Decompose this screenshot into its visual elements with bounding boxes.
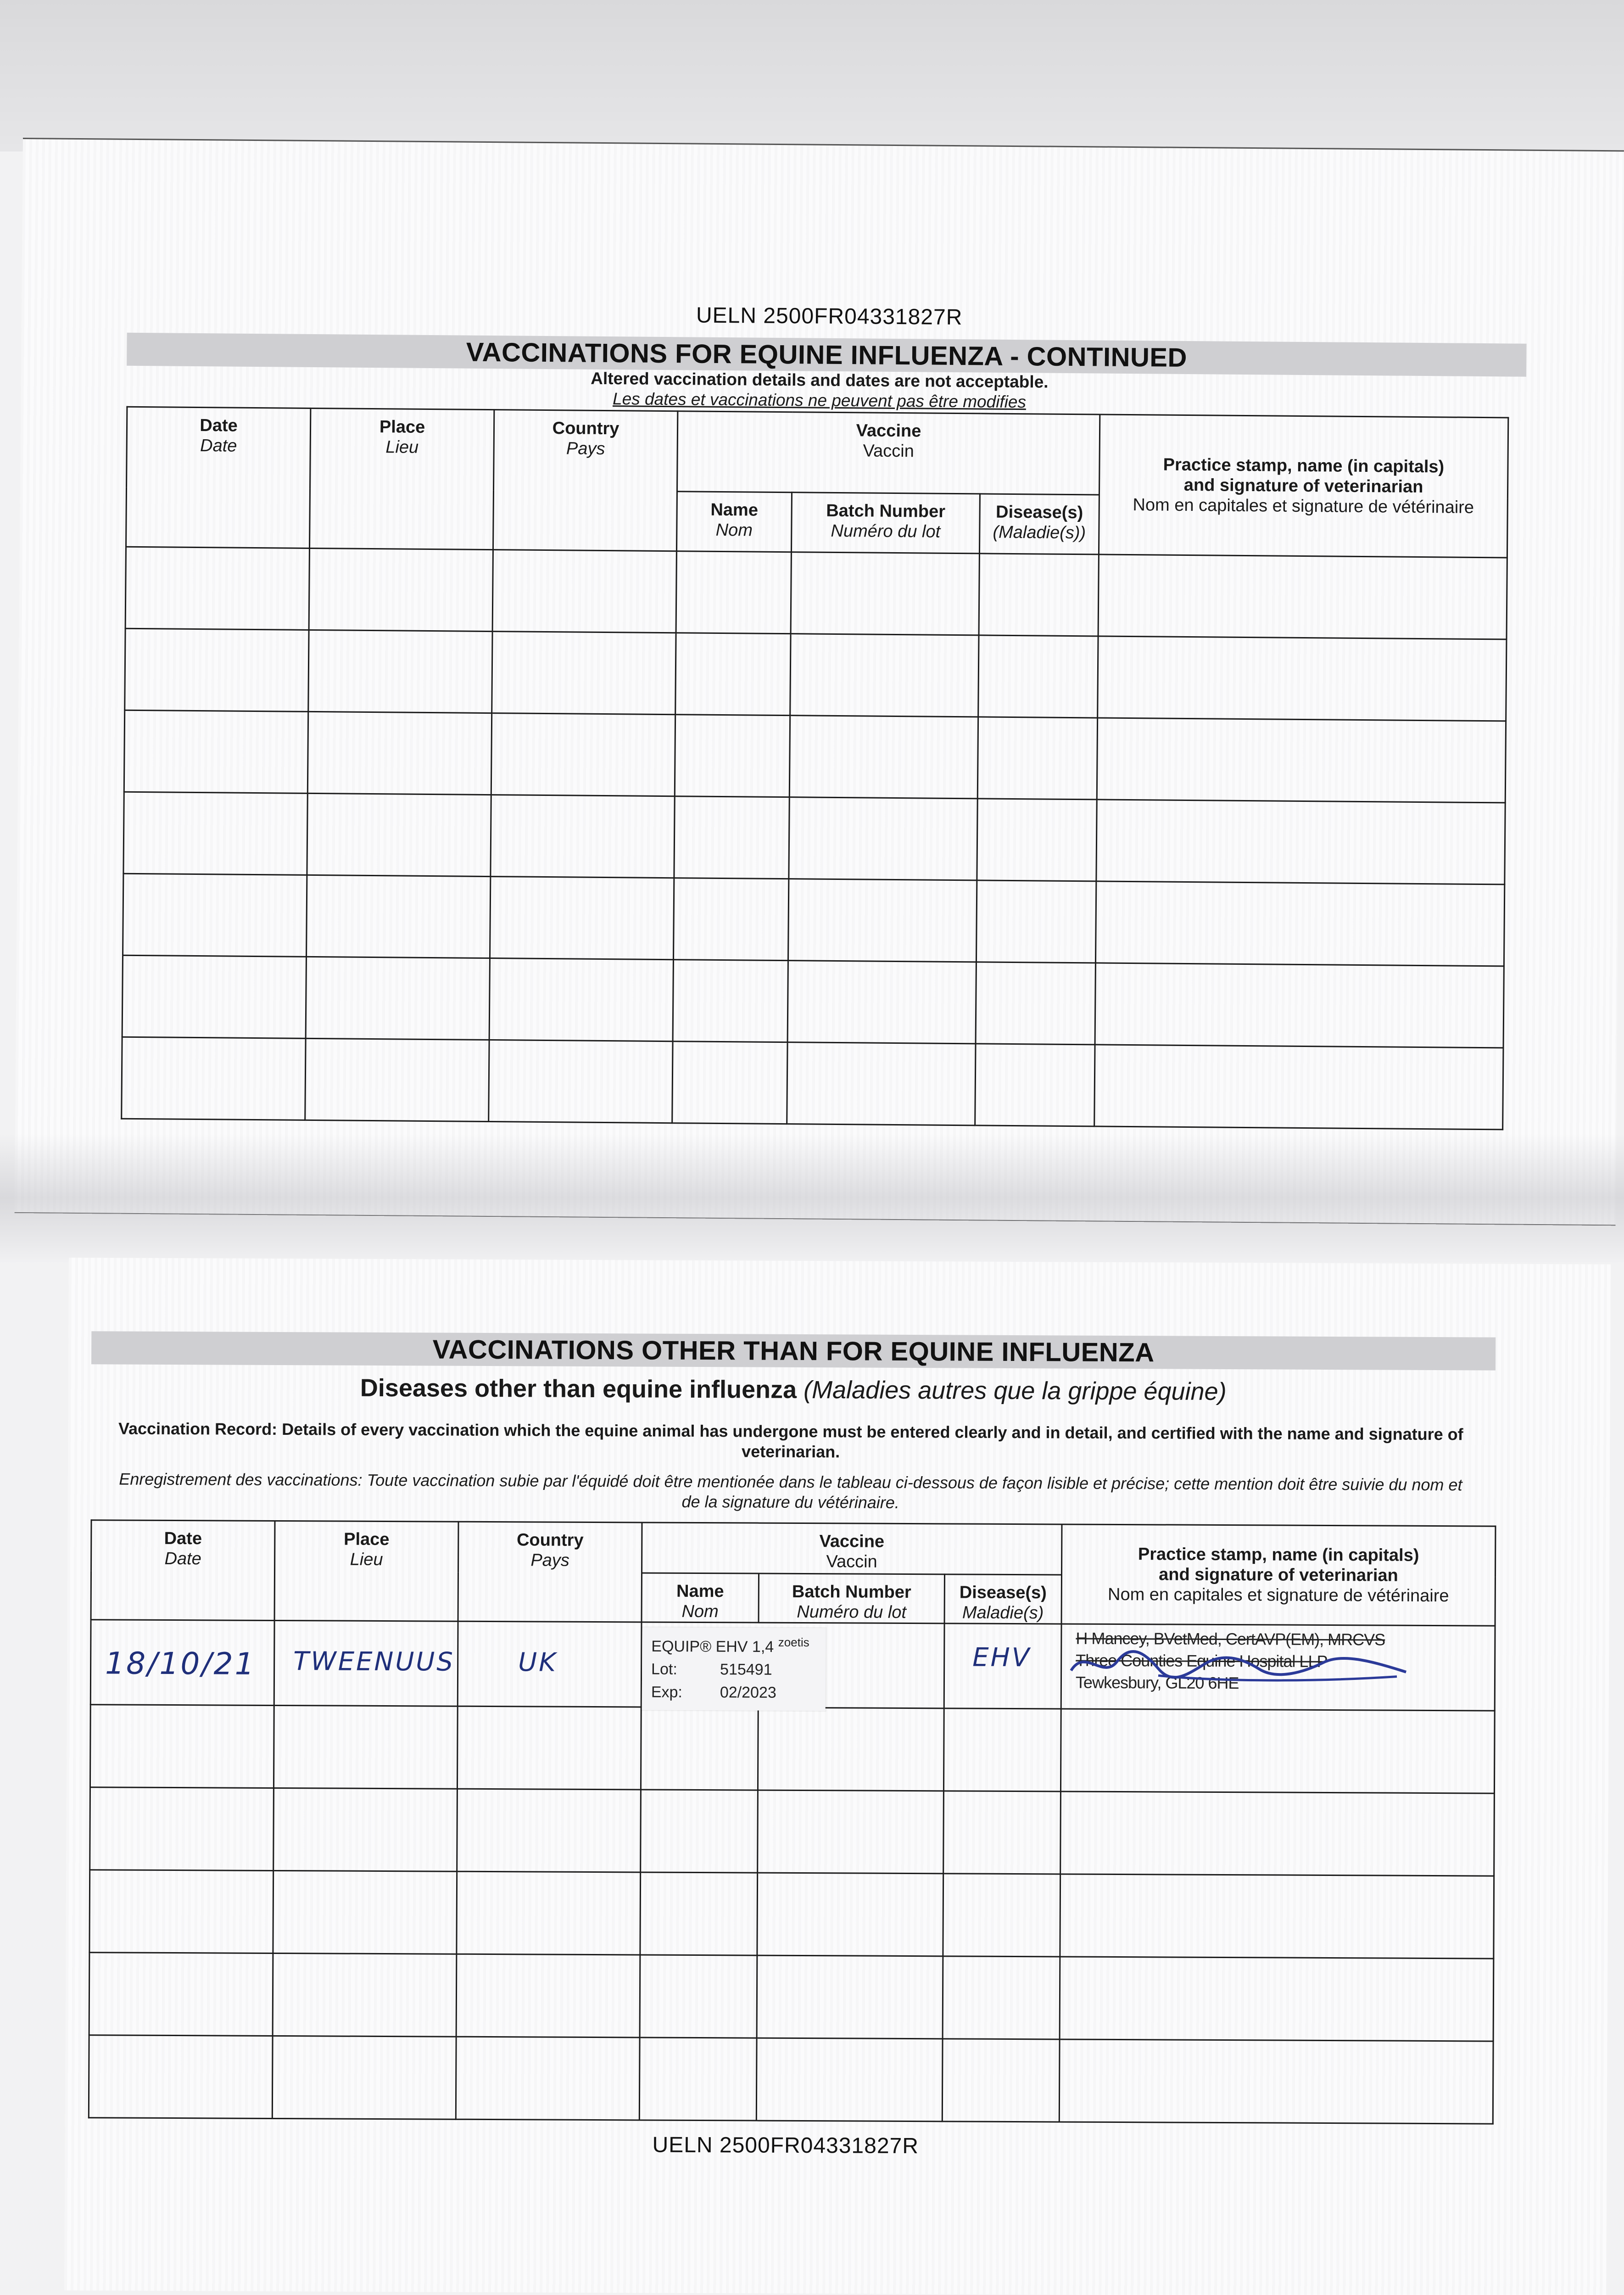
entry-place: TWEENUUS [293,1646,455,1677]
ueln-bottom: UELN 2500FR04331827R [652,2133,919,2159]
vet-signature [1066,1643,1415,1685]
header-vaccine: Vaccine Vaccin [677,411,1099,495]
lot-number: 515491 [720,1661,772,1679]
page-fold-shadow [0,1134,1624,1262]
entry-date: 18/10/21 [105,1646,256,1682]
entry-place-cell [274,1620,458,1706]
entry-date-cell [90,1620,274,1706]
entry-disease: EHV [972,1642,1032,1673]
passport-page-other-vaccinations [64,1258,1611,2295]
header-disease: Disease(s) (Maladie(s)) [979,494,1099,554]
vet-stamp: H Mancey, BVetMed, CertAVP(EM), MRCVS Three Counties Equine Hospital LLP Tewkesbury, GL20 6HE [1075,1629,1385,1693]
vaccine-name: EQUIP® EHV 1,4 [651,1637,774,1656]
table-row [122,955,1504,1048]
header-place: Place Lieu [274,1521,458,1621]
ueln-top: UELN 2500FR04331827R [696,303,963,330]
other-subtitle: Diseases other than equine influenza (Maladies autres que la grippe équine) [360,1374,1227,1406]
table-row [125,628,1507,721]
table-row [125,547,1507,639]
influenza-title: VACCINATIONS FOR EQUINE INFLUENZA - CONTINUED [466,337,1188,373]
manufacturer-logo: zoetis [778,1635,809,1650]
scanner-background [0,0,1624,151]
header-name: Name Nom [642,1573,759,1623]
header-practice: Practice stamp, name (in capitals) and signature of veterinarian Nom en capitales et signature de vétérinaire [1061,1524,1496,1626]
header-date: Date Date [126,407,311,548]
entry-vet-cell [1061,1624,1495,1711]
note-french: Les dates et vaccinations ne peuvent pas être modifies [612,389,1027,412]
header-batch: Batch Number Numéro du lot [759,1573,944,1623]
entry-country: UK [518,1647,558,1678]
header-place: Place Lieu [309,408,494,549]
header-country: Country Pays [493,410,677,551]
entry-disease-cell [944,1623,1061,1709]
other-title-band [91,1331,1496,1370]
table-row [123,792,1505,884]
influenza-note [360,367,1278,414]
table-row [89,1953,1494,2041]
header-country: Country Pays [458,1522,642,1622]
vaccine-batch-sticker: EQUIP® EHV 1,4 $^{zoetis}$ Lot: 515491 Exp: 02/2023 [642,1627,826,1711]
table-row [123,873,1505,966]
note-english: Altered vaccination details and dates are not acceptable. [591,369,1049,392]
passport-page-influenza [15,138,1624,1226]
table-row [90,1787,1495,1876]
table-row [89,2035,1493,2124]
other-vaccinations-table [88,1519,1496,2124]
entry-country-cell [458,1621,642,1707]
header-practice: Practice stamp, name (in capitals) and signature of veterinarian Nom en capitales et signature de vétérinaire [1099,414,1508,558]
expiry-date: 02/2023 [720,1684,776,1702]
influenza-table [121,406,1509,1131]
header-disease: Disease(s) Maladie(s) [944,1574,1061,1624]
table-row [124,710,1506,803]
table-row [90,1705,1495,1793]
table-row [122,1037,1503,1130]
record-instructions-fr: Enregistrement des vaccinations: Toute vaccination subie par l'équidé doit être mentionée dans le tableau ci-dessous de façon lisible et précise; cette mention doit être suivie du nom et de la signature du vétérinaire. [119,1469,1462,1512]
table-row [89,1870,1494,1959]
header-batch: Batch Number Numéro du lot [791,493,980,554]
table-row-entry [90,1620,1495,1711]
header-vaccine: Vaccine Vaccin [642,1523,1062,1575]
header-name: Name Nom [676,492,792,552]
entry-vaccine-label-cell [641,1622,944,1708]
header-date: Date Date [91,1520,275,1621]
record-instructions: Vaccination Record: Details of every vaccination which the equine animal has undergone must be entered clearly and in detail, and certified with the name and signature of veterinarian. [118,1419,1463,1461]
other-title: VACCINATIONS OTHER THAN FOR EQUINE INFLUENZA [432,1334,1155,1367]
